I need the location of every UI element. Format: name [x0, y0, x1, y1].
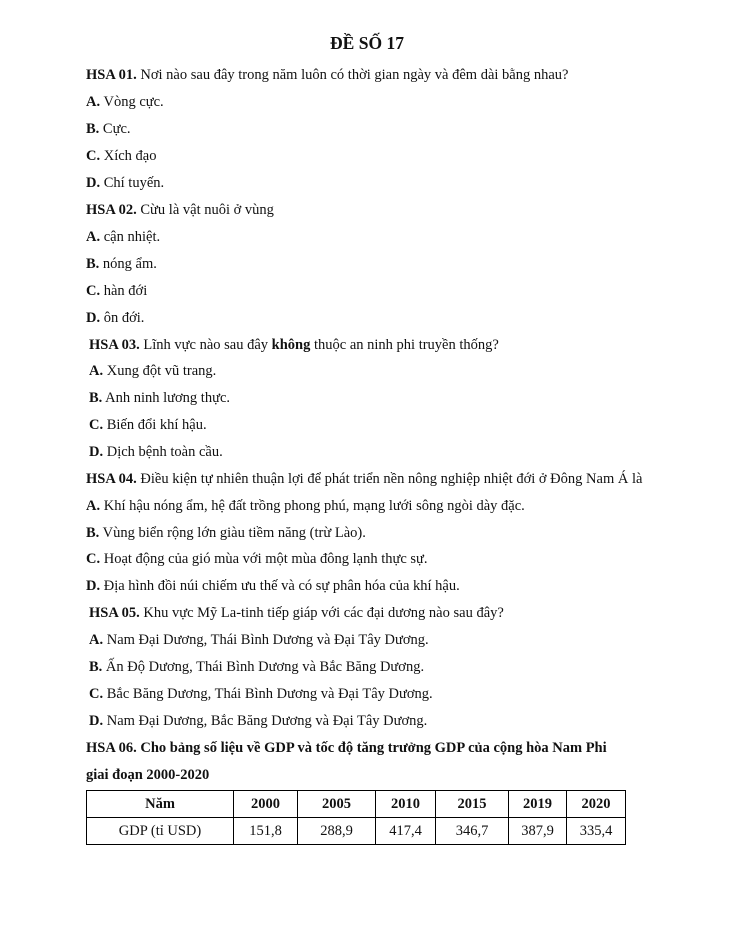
question-number: HSA 06.: [86, 740, 137, 756]
question-6: [86, 739, 607, 757]
question-text: Khu vực Mỹ La-tinh tiếp giáp với các đại dương nào sau đây?: [139, 605, 504, 621]
question-number: HSA 02.: [86, 202, 137, 218]
table-cell: 346,7: [436, 818, 509, 845]
question-text: Cho bảng số liệu về GDP và tốc độ tăng trưởng GDP của cộng hòa Nam Phi: [136, 740, 607, 756]
table-cell: 417,4: [376, 818, 436, 845]
option-5b: [89, 658, 424, 676]
question-5: [89, 604, 504, 622]
option-key: D.: [86, 175, 101, 191]
option-3d: [89, 443, 223, 461]
option-text: Anh ninh lương thực.: [102, 390, 231, 406]
question-number: HSA 03.: [89, 337, 140, 353]
option-text: Nam Đại Dương, Thái Bình Dương và Đại Tây Dương.: [103, 632, 429, 648]
option-key: C.: [86, 283, 101, 299]
option-2c: [86, 282, 147, 300]
option-4d: [86, 577, 460, 595]
option-key: C.: [89, 686, 104, 702]
question-emphasis: không: [271, 337, 311, 353]
option-key: C.: [89, 417, 104, 433]
option-1c: [86, 147, 156, 165]
table-header-cell: 2015: [436, 791, 509, 818]
option-2a: [86, 228, 160, 246]
option-key: D.: [86, 310, 101, 326]
option-text: cận nhiệt.: [100, 229, 161, 245]
option-text: Nam Đại Dương, Bắc Băng Dương và Đại Tây Dương.: [103, 713, 428, 729]
table-cell: GDP (tỉ USD): [87, 818, 234, 845]
option-text: Vùng biển rộng lớn giàu tiềm năng (trừ Lào).: [99, 525, 366, 541]
option-4a: [86, 497, 525, 515]
option-key: A.: [89, 363, 104, 379]
option-1b: [86, 120, 131, 138]
option-2b: [86, 255, 157, 273]
question-number: HSA 01.: [86, 67, 137, 83]
table-header-cell: 2000: [234, 791, 298, 818]
option-key: D.: [89, 444, 104, 460]
option-3a: [89, 362, 216, 380]
gdp-table: [86, 790, 626, 845]
option-text: Dịch bệnh toàn cầu.: [103, 444, 223, 460]
option-5a: [89, 631, 429, 649]
option-text: Khí hậu nóng ẩm, hệ đất trồng phong phú, mạng lưới sông ngòi dày đặc.: [100, 498, 525, 514]
option-5c: [89, 685, 433, 703]
option-text: Hoạt động của gió mùa với một mùa đông lạnh thực sự.: [100, 551, 428, 567]
option-text: Ấn Độ Dương, Thái Bình Dương và Bắc Băng Dương.: [102, 659, 425, 675]
option-text: Xung đột vũ trang.: [103, 363, 217, 379]
option-3b: [89, 389, 230, 407]
option-key: C.: [86, 148, 101, 164]
question-text: thuộc an ninh phi truyền thống?: [310, 337, 499, 353]
option-text: Địa hình đồi núi chiếm ưu thế và có sự phân hóa của khí hậu.: [100, 578, 460, 594]
option-text: Chí tuyến.: [100, 175, 165, 191]
option-text: Xích đạo: [100, 148, 157, 164]
page-title: ĐỀ SỐ 17: [330, 33, 404, 53]
option-5d: [89, 712, 427, 730]
option-key: B.: [89, 390, 103, 406]
option-text: ôn đới.: [100, 310, 145, 326]
option-1d: [86, 174, 164, 192]
option-key: C.: [86, 551, 101, 567]
question-text: Điều kiện tự nhiên thuận lợi để phát triển nền nông nghiệp nhiệt đới ở Đông Nam Á là: [136, 471, 643, 487]
option-key: B.: [86, 256, 100, 272]
question-6-line-2: giai đoạn 2000-2020: [86, 767, 210, 783]
option-text: Bắc Băng Dương, Thái Bình Dương và Đại Tây Dương.: [103, 686, 433, 702]
option-3c: [89, 416, 207, 434]
option-key: A.: [86, 94, 101, 110]
option-key: A.: [86, 229, 101, 245]
question-2: [86, 201, 274, 219]
table-header-cell: 2020: [567, 791, 626, 818]
option-1a: [86, 93, 164, 111]
option-key: D.: [89, 713, 104, 729]
option-key: D.: [86, 578, 101, 594]
option-text: Vòng cực.: [100, 94, 164, 110]
option-2d: [86, 309, 144, 327]
option-key: A.: [89, 632, 104, 648]
question-text: Cừu là vật nuôi ở vùng: [136, 202, 274, 218]
table-header-cell: Năm: [87, 791, 234, 818]
option-text: hàn đới: [100, 283, 148, 299]
option-text: Cực.: [99, 121, 131, 137]
option-key: A.: [86, 498, 101, 514]
question-1: [86, 66, 568, 84]
table-cell: 387,9: [509, 818, 567, 845]
option-text: Biến đổi khí hậu.: [103, 417, 207, 433]
option-4c: [86, 550, 428, 568]
option-key: B.: [89, 659, 103, 675]
question-number: HSA 04.: [86, 471, 137, 487]
question-4: [86, 470, 642, 488]
option-key: B.: [86, 121, 100, 137]
table-header-cell: 2019: [509, 791, 567, 818]
table-cell: 335,4: [567, 818, 626, 845]
question-3: [89, 336, 499, 354]
question-text: Nơi nào sau đây trong năm luôn có thời gian ngày và đêm dài bằng nhau?: [136, 67, 569, 83]
table-header-cell: 2010: [376, 791, 436, 818]
option-text: nóng ẩm.: [99, 256, 157, 272]
table-cell: 288,9: [298, 818, 376, 845]
option-key: B.: [86, 525, 100, 541]
question-number: HSA 05.: [89, 605, 140, 621]
table-row: [87, 818, 626, 845]
table-header-cell: 2005: [298, 791, 376, 818]
table-cell: 151,8: [234, 818, 298, 845]
question-text: Lĩnh vực nào sau đây: [139, 337, 272, 353]
table-header-row: [87, 791, 626, 818]
option-4b: [86, 524, 366, 542]
